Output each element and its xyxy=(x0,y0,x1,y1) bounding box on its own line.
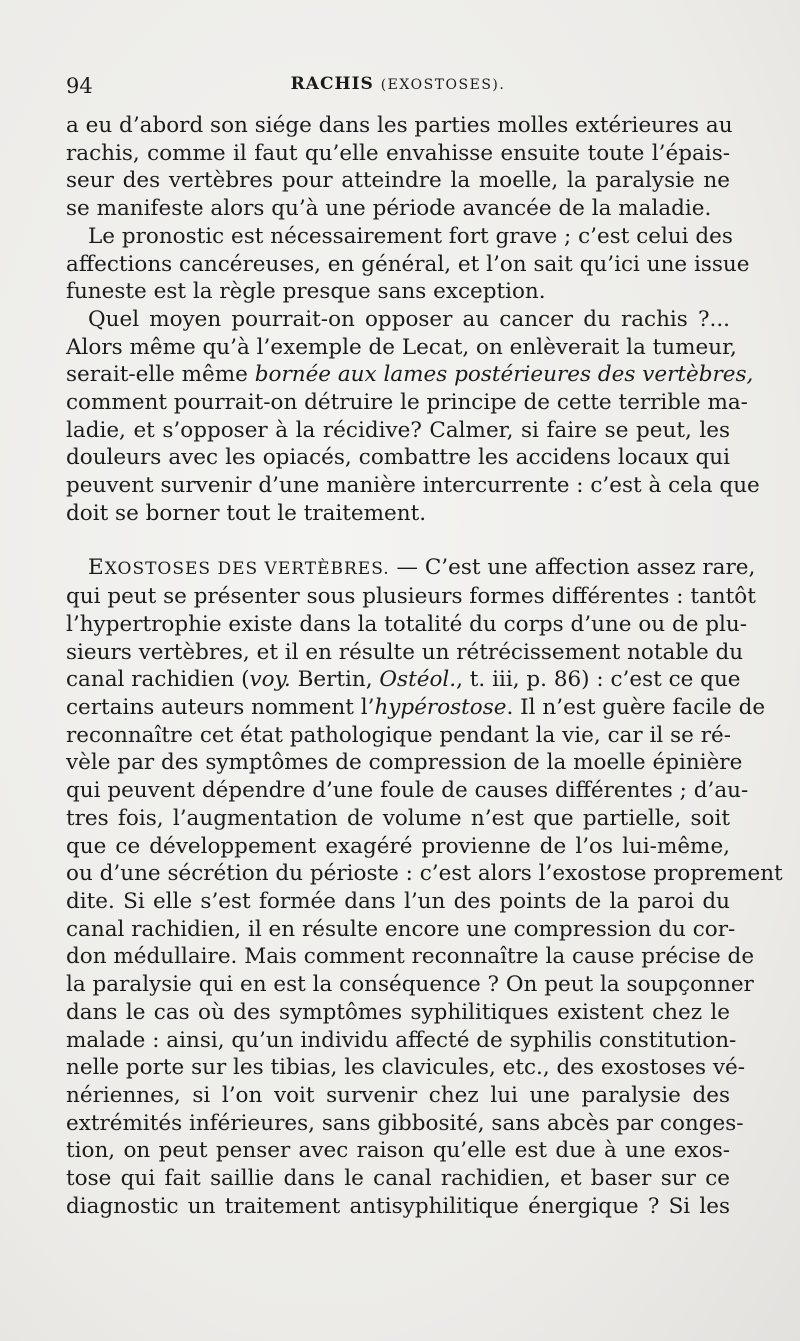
text-line: doit se borner tout le traitement. xyxy=(66,500,427,526)
paragraph-2 xyxy=(66,223,750,306)
running-head-main: RACHIS xyxy=(290,74,374,94)
italic-hyperostose: hypérostose xyxy=(374,695,507,721)
text-line: peuvent survenir d’une manière intercurrente : c’est à cela que xyxy=(66,473,760,499)
text-line: nelle porte sur les tibias, les clavicules, etc., des exostoses vé- xyxy=(66,1055,746,1081)
text-line-reference xyxy=(66,666,741,694)
text-line: la paralysie qui en est la conséquence ? On peut la soupçonner xyxy=(66,972,754,998)
text-line: Quel moyen pourrait-on opposer au cancer du rachis ?... xyxy=(88,306,730,332)
section-first-line xyxy=(66,554,756,584)
page-number: 94 xyxy=(66,74,93,98)
page-header xyxy=(66,74,730,104)
text-line: don médullaire. Mais comment reconnaître la cause précise de xyxy=(66,944,755,970)
section-exostoses xyxy=(66,554,783,1221)
text-line: seur des vertèbres pour atteindre la moelle, la paralysie ne xyxy=(66,168,730,194)
text-fragment: , t. iii, p. 86) : c’est ce que xyxy=(456,667,741,693)
text-line: tion, on peut penser avec raison qu’elle est due à une exos- xyxy=(66,1138,730,1164)
paragraph-3 xyxy=(66,306,760,528)
running-head-sub: (EXOSTOSES). xyxy=(380,77,506,93)
italic-voy: voy. xyxy=(249,667,291,693)
text-line: nériennes, si l’on voit survenir chez lui une paralysie des xyxy=(66,1082,730,1108)
text-line: reconnaître cet état pathologique pendant la vie, car il se ré- xyxy=(66,722,731,748)
text-line: affections cancéreuses, en général, et l’on sait qu’ici une issue xyxy=(66,251,750,277)
text-line: Alors même qu’à l’exemple de Lecat, on enlèverait la tumeur, xyxy=(66,334,737,360)
text-fragment: serait-elle même xyxy=(66,362,255,388)
text-fragment: canal rachidien ( xyxy=(66,667,250,693)
italic-phrase: bornée aux lames postérieures des vertèbres, xyxy=(254,362,754,388)
text-line: ou d’une sécrétion du périoste : c’est alors l’exostose proprement xyxy=(66,861,783,887)
text-line: vèle par des symptômes de compression de la moelle épinière xyxy=(66,750,743,776)
text-line: diagnostic un traitement antisyphilitique énergique ? Si les xyxy=(66,1193,730,1219)
text-line: tose qui fait saillie dans le canal rachidien, et baser sur ce xyxy=(66,1166,730,1192)
text-fragment: Bertin, xyxy=(290,667,380,693)
text-line: a eu d’abord son siége dans les parties molles extérieures au xyxy=(66,113,733,138)
text-line: tres fois, l’augmentation de volume n’est que partielle, soit xyxy=(66,805,730,831)
text-fragment: . Il n’est guère facile de xyxy=(506,695,766,721)
text-line: funeste est la règle presque sans exception. xyxy=(66,279,546,305)
text-line: ladie, et s’opposer à la récidive? Calmer, si faire se peut, les xyxy=(66,417,730,443)
text-line: se manifeste alors qu’à une période avancée de la maladie. xyxy=(66,196,712,222)
text-line: rachis, comme il faut qu’elle envahisse ensuite toute l’épais- xyxy=(66,140,730,166)
text-line: qui peut se présenter sous plusieurs formes différentes : tantôt xyxy=(66,584,756,610)
section-heading xyxy=(88,554,390,580)
text-line: extrémités inférieures, sans gibbosité, sans abcès par conges- xyxy=(66,1110,744,1136)
text-line: dans le cas où des symptômes syphilitiques existent chez le xyxy=(66,999,730,1025)
italic-osteol: Ostéol. xyxy=(379,667,457,693)
heading-rest: XOSTOSES DES VERTÈBRES. xyxy=(104,558,390,579)
page-body xyxy=(66,112,783,1220)
text-line-hyperostose xyxy=(66,694,766,722)
heading-initial: E xyxy=(88,554,105,580)
text-fragment: certains auteurs nomment l’ xyxy=(66,695,375,721)
text-line-with-italic xyxy=(66,361,754,389)
text-line: comment pourrait-on détruire le principe de cette terrible ma- xyxy=(66,390,748,416)
text-line: qui peuvent dépendre d’une foule de causes différentes ; d’au- xyxy=(66,778,749,804)
text-line: l’hypertrophie existe dans la totalité du corps d’une ou de plu- xyxy=(66,611,748,637)
text-line: Le pronostic est nécessairement fort grave ; c’est celui des xyxy=(88,223,733,249)
text-line: que ce développement exagéré provienne de l’os lui-même, xyxy=(66,833,730,859)
text-line: douleurs avec les opiacés, combattre les accidens locaux qui xyxy=(66,445,730,471)
text-line: dite. Si elle s’est formée dans l’un des points de la paroi du xyxy=(66,888,730,914)
text-line: sieurs vertèbres, et il en résulte un rétrécissement notable du xyxy=(66,639,744,665)
running-head xyxy=(66,74,730,94)
text-line: malade : ainsi, qu’un individu affecté de syphilis constitution- xyxy=(66,1027,737,1053)
text-line: canal rachidien, il en résulte encore une compression du cor- xyxy=(66,916,736,942)
paragraph-1 xyxy=(66,112,733,223)
heading-continuation: — C’est une affection assez rare, xyxy=(389,554,756,580)
